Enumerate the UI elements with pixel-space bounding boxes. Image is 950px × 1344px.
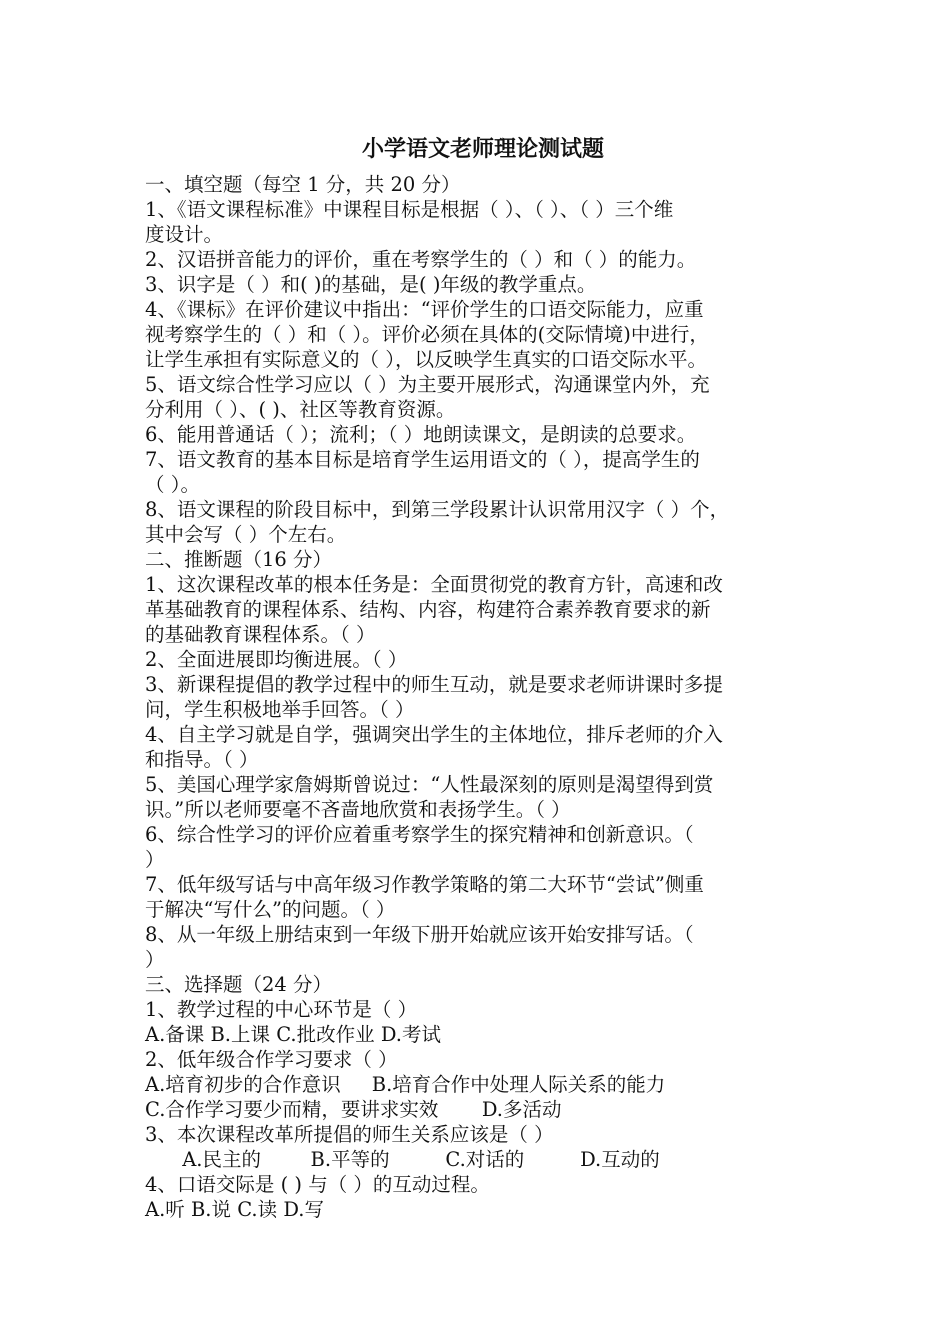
text-line: A.备课 B.上课 C.批改作业 D.考试 [145,1023,441,1046]
text-line: 7、低年级写话与中高年级习作教学策略的第二大环节“尝试”侧重 [145,873,704,896]
text-line: ） [145,948,165,971]
text-line: 度设计。 [145,223,224,246]
text-line: 7、语文教育的基本目标是培育学生运用语文的（ ），提高学生的 [145,448,700,471]
text-line: 5、语文综合性学习应以（ ）为主要开展形式，沟通课堂内外，充 [145,373,710,396]
text-line: ） [145,848,165,871]
exam-body [145,172,813,1222]
text-line: 8、从一年级上册结束到一年级下册开始就应该开始安排写话。（ [145,923,694,946]
text-line: C.合作学习要少而精，要讲求实效 D.多活动 [145,1098,562,1121]
exam-page [145,132,813,1222]
text-line: A.民主的 B.平等的 C.对话的 D.互动的 [145,1148,660,1171]
text-line: 6、能用普通话（ ）；流利；（ ）地朗读课文，是朗读的总要求。 [145,423,697,446]
text-line: 4、口语交际是 ( ) 与（ ）的互动过程。 [145,1173,490,1196]
text-line: 1、这次课程改革的根本任务是：全面贯彻党的教育方针，高速和改 [145,573,723,596]
text-line: 2、全面进展即均衡进展。（ ） [145,648,408,671]
text-line: 革基础教育的课程体系、结构、内容，构建符合素养教育要求的新 [145,598,711,621]
text-line: 识。”所以老师要毫不吝啬地欣赏和表扬学生。（ ） [145,798,571,821]
text-line: 3、新课程提倡的教学过程中的师生互动，就是要求老师讲课时多提 [145,673,723,696]
text-line: 和指导。（ ） [145,748,259,771]
text-line: 分利用（ ）、( )、社区等教育资源。 [145,398,456,421]
text-line: 视考察学生的（ ）和（ ）。评价必须在具体的(交际情境)中进行， [145,323,709,346]
text-line: 1、教学过程的中心环节是（ ） [145,998,418,1021]
text-line: 1、《语文课程标准》中课程目标是根据（ ）、（ ）、（ ）三个维 [145,198,674,221]
text-line: 4、自主学习就是自学，强调突出学生的主体地位，排斥老师的介入 [145,723,723,746]
text-line: 其中会写（ ）个左右。 [145,523,347,546]
text-line: 3、识字是（ ）和( )的基础，是( )年级的教学重点。 [145,273,597,296]
text-line: （ ）。 [145,473,200,496]
text-line: 6、综合性学习的评价应着重考察学生的探究精神和创新意识。（ [145,823,694,846]
text-line: 一、填空题（每空 1 分，共 20 分） [145,173,461,196]
text-line: 让学生承担有实际意义的（ ），以反映学生真实的口语交际水平。 [145,348,707,371]
text-line: 2、低年级合作学习要求（ ） [145,1048,398,1071]
text-line: A.培育初步的合作意识 B.培育合作中处理人际关系的能力 [145,1073,666,1096]
text-line: 于解决“写什么”的问题。（ ） [145,898,396,921]
text-line: 3、本次课程改革所提倡的师生关系应该是（ ） [145,1123,554,1146]
text-line: 的基础教育课程体系。（ ） [145,623,376,646]
text-line: 三、选择题（24 分） [145,973,333,996]
text-line: 问，学生积极地举手回答。（ ） [145,698,415,721]
text-line: 5、美国心理学家詹姆斯曾说过：“人性最深刻的原则是渴望得到赏 [145,773,714,796]
text-line: 2、汉语拼音能力的评价，重在考察学生的（ ）和（ ）的能力。 [145,248,697,271]
text-line: 8、语文课程的阶段目标中，到第三学段累计认识常用汉字（ ）个， [145,498,730,521]
text-line: 二、推断题（16 分） [145,548,333,571]
text-line: A.听 B.说 C.读 D.写 [145,1198,324,1221]
text-line: 4、《课标》在评价建议中指出：“评价学生的口语交际能力，应重 [145,298,704,321]
page-title: 小学语文老师理论测试题 [361,136,604,162]
